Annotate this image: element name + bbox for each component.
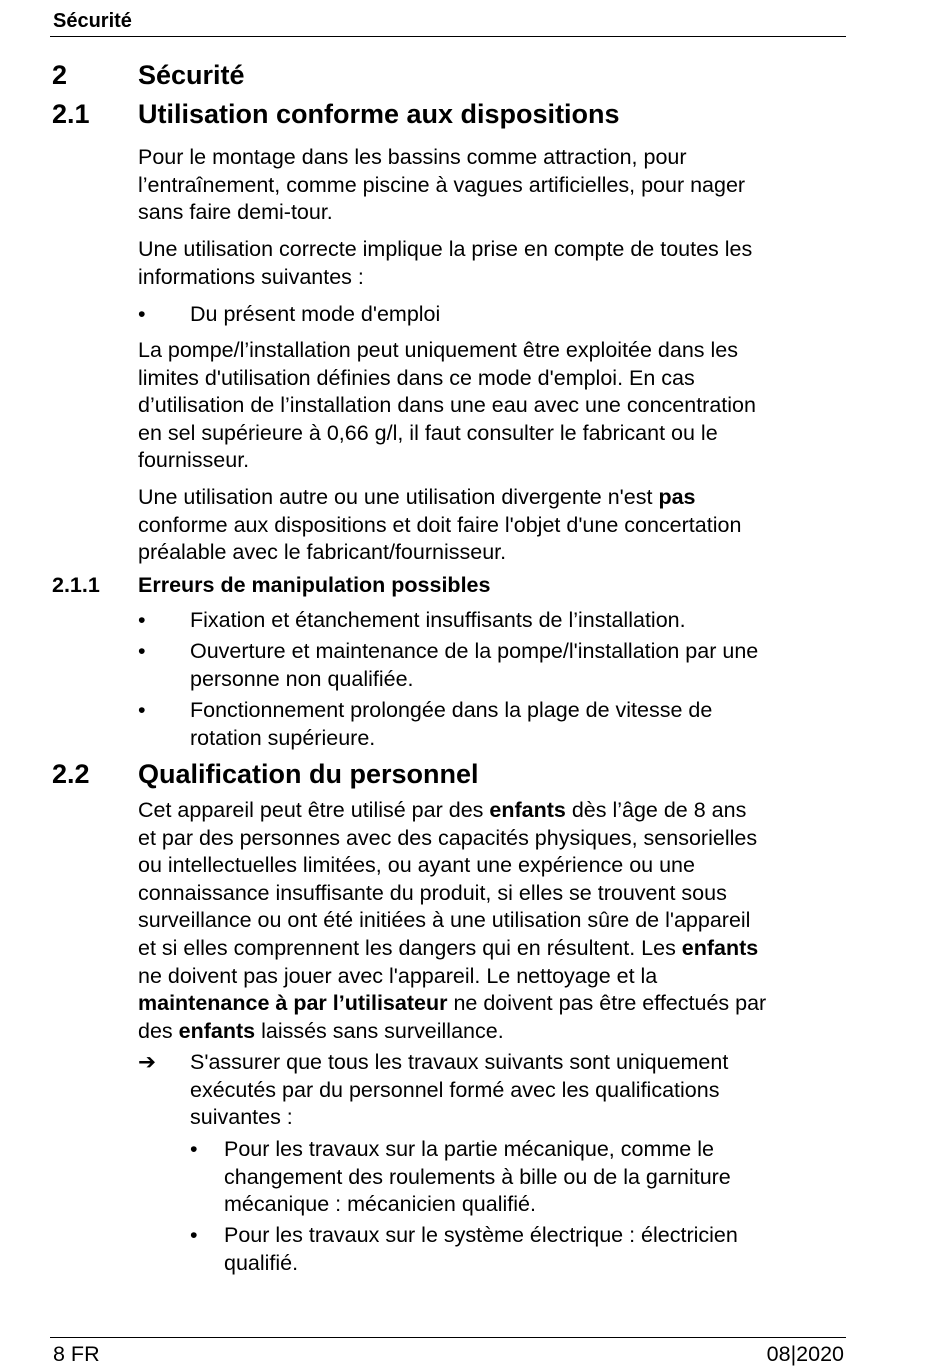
page-footer bbox=[50, 1337, 846, 1371]
paragraph-personnel: Cet appareil peut être utilisé par des enfants dès l’âge de 8 ans et par des personnes avec des capacités physiques, sensorielles ou intellectuelles limitées, ou ayant une expérience ou une connaissance insuffisante du produit, si elles se trouvent sous surveillance ou ont été initiées à une utilisation sûre de l'appareil et si elles comprennent les dangers qui en résultent. Les enfants ne doivent pas jouer avec l'appareil. Le nettoyage et la maintenance à par l’utilisateur ne doivent pas être effectués par des enfants laissés sans surveillance. bbox=[138, 798, 767, 1043]
bullet-icon: • bbox=[138, 302, 146, 326]
section-heading-2 bbox=[52, 58, 245, 92]
paragraph-limits: La pompe/l’installation peut uniquement être exploitée dans les limites d'utilisation définies dans ce mode d'emploi. En cas d’utilisation de l’installation dans une eau avec une concentration en sel supérieure à 0,66 g/l, il faut consulter le fabricant ou le fournisseur. bbox=[138, 338, 756, 473]
page-header bbox=[50, 8, 846, 37]
paragraph-correct-use: Une utilisation correcte implique la prise en compte de toutes les informations suivantes : bbox=[138, 237, 753, 289]
document-date: 08|2020 bbox=[766, 1342, 844, 1366]
paragraph-intended-use: Pour le montage dans les bassins comme attraction, pour l’entraînement, comme piscine à vagues artificielles, pour nager sans faire demi-tour. bbox=[138, 145, 746, 225]
section-heading-2-1 bbox=[52, 97, 620, 131]
section-title: Qualification du personnel bbox=[138, 759, 479, 789]
section-number: 2.2 bbox=[52, 759, 90, 789]
page-number: 8 FR bbox=[53, 1342, 100, 1366]
section-heading-2-2 bbox=[52, 757, 479, 791]
section-title: Sécurité bbox=[138, 60, 245, 90]
section-number: 2 bbox=[52, 60, 68, 90]
bullet-icon: • bbox=[138, 639, 146, 663]
section-title: Utilisation conforme aux dispositions bbox=[138, 99, 620, 129]
bullet-icon: • bbox=[190, 1223, 198, 1247]
section-number: 2.1 bbox=[52, 99, 90, 129]
section-title: Erreurs de manipulation possibles bbox=[138, 573, 491, 597]
arrow-right-icon: ➔ bbox=[138, 1050, 157, 1074]
bullet-icon: • bbox=[138, 698, 146, 722]
header-title: Sécurité bbox=[53, 10, 132, 32]
paragraph-nonconforming-use: Une utilisation autre ou une utilisation divergente n'est pas conforme aux dispositions et doit faire l'objet d'une concertation préalable avec le fabricant/fournisseur. bbox=[138, 485, 742, 565]
bullet-icon: • bbox=[138, 608, 146, 632]
bullet-icon: • bbox=[190, 1137, 198, 1161]
section-heading-2-1-1 bbox=[52, 571, 490, 599]
section-number: 2.1.1 bbox=[52, 573, 100, 597]
